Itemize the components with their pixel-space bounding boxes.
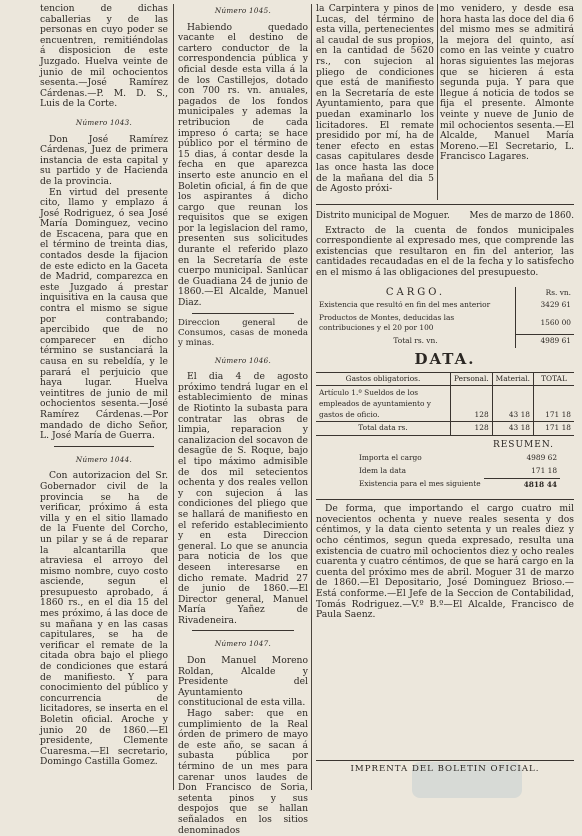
data-total-material: 43 18: [492, 422, 533, 436]
data-total-label: Total data rs.: [358, 423, 408, 433]
data-col-personal: Personal.: [450, 372, 492, 386]
accounts-section: [316, 204, 574, 621]
column-rule-2: [311, 4, 312, 790]
notice-number: Número 1047.: [214, 639, 272, 649]
resumen-title: RESUMEN.: [492, 439, 554, 450]
cargo-title: CARGO.: [385, 286, 446, 298]
data-col-label: Gastos obligatorios.: [345, 373, 421, 383]
cargo-table: [316, 287, 574, 348]
divider: [316, 204, 574, 205]
cargo-row-label: Productos de Montes, deducidas las contribuciones y el 20 por 100: [319, 312, 455, 333]
data-title-wrap: [316, 350, 574, 369]
district-name: Distrito municipal de Moguer.: [316, 211, 450, 221]
data-row-personal: 128: [450, 386, 492, 422]
paragraph: Habiendo quedado vacante el destino de cartero conductor de la correspondencia pública y oficial desde esta villa á la de los Castillejos, dotado con 700 rs. vn. anuales, pagados de los fondos municipales y ademas la retribucion de cada impreso ó carta; se hace público por el término de 15 dias, á contar desde la fecha en que aparezca inserto este anuncio en el Boletin oficial, á fin de que los aspirantes á dicho cargo que reunan los requisitos que se exigen por la legislacion del ramo, presenten sus solicitudes durante el referido plazo en la Secretaría de este cuerpo municipal. Sanlúcar de Guadiana 24 de junio de 1860.—El Alcalde, Manuel Diaz.: [178, 21, 308, 309]
paragraph: Don José Ramírez Cárdenas, Juez de primera instancia de esta capital y su partido y de Hacienda de la provincia.: [40, 133, 168, 187]
notice-number: Número 1045.: [214, 6, 272, 15]
paragraph: El dia 4 de agosto próximo tendrá lugar en el establecimiento de minas de Riotinto la subasta para contratar las obras de limpia, reparacion y canalizacion del socavon de desagüe de S. Roque, bajo el tipo máximo admisible de dos mil setecientos ochenta y dos reales vellon y con sujecion á las condiciones del pliego que se hallará de manifiesto en el referido establecimiento y en esta Direccion general. Lo que se anuncia para noticia de los que deseen interesarse en dicho remate. Madrid 27 de junio de 1860.—El Director general, Manuel María Yañez de Rivadeneira.: [178, 371, 308, 626]
resumen-data-label: Idem la data: [359, 466, 407, 476]
cargo-row-value: 1560 00: [516, 312, 575, 335]
data-col-material: Material.: [492, 372, 533, 386]
column-2: [178, 4, 308, 836]
divider: [192, 630, 294, 631]
cargo-row-value: 3429 61: [516, 299, 575, 312]
paragraph: tencion de dichas caballerias y de las personas en cuyo poder se encuentren, remitiéndolas á disposicion de este Juzgado. Huelva veinte de junio de mil ochocientos sesenta.—José Ramírez Cárdenas.—P. M. D. S., Luis de la Corte.: [40, 3, 168, 110]
data-table: [316, 372, 574, 436]
resumen-cargo-label: Importa el cargo: [359, 453, 422, 463]
notice-number: Número 1044.: [75, 454, 133, 464]
data-row-material: 43 18: [492, 386, 533, 422]
printer-footer: IMPRENTA DEL BOLETIN OFICIAL.: [316, 760, 574, 774]
column-1: [40, 4, 168, 768]
resumen-data-value: 171 18: [484, 465, 560, 478]
direction-heading-text: Direccion general de Consumos, casas de moneda y minas.: [178, 317, 308, 348]
notice-number: Número 1046.: [214, 355, 272, 365]
paragraph: Con autorizacion del Sr. Gobernador civil de la provincia se ha de verificar, próximo á esta villa y en el sitio llamado de la Fuente del Corcho, un pilar y se á de reparar la alcantarilla que atraviesa el arroyo del mismo nombre, cuyo costo asciende, segun el presupuesto aprobado, á 1860 rs., en el dia 15 del mes próximo, á las doce de su mañana y en las casas capitulares, se ha de verificar el remate de la citada obra bajo el pliego de condiciones que estará de manifiesto. Y para conocimiento del público y concurrencia de licitadores, se inserta en el Boletin oficial. Aroche y junio 20 de 1860.—El presidente, Clemente Cuaresma.—El secretario, Domingo Castilla Gomez.: [40, 470, 168, 768]
cargo-total-label: Total rs. vn.: [393, 336, 438, 346]
data-row-label: Artículo 1.º Sueldos de los empleados de ayuntamiento y gastos de oficio.: [319, 388, 431, 420]
column-4: [440, 4, 574, 163]
resumen-existencia-label: Existencia para el mes siguiente: [359, 479, 481, 489]
cargo-total-value: 4989 61: [516, 335, 575, 348]
data-total-personal: 128: [450, 422, 492, 436]
direction-heading: [178, 318, 308, 348]
column-3: [316, 4, 434, 195]
paragraph: Don Manuel Moreno Roldan, Alcalde y Presidente del Ayuntamiento constitucional de esta villa.: [178, 655, 308, 709]
paragraph: la Carpintera y pinos de Lucas, del término de esta villa, pertenecientes al caudal de sus propios, en la cantidad de 5620 rs., con sujecion al pliego de condiciones que está de manifiesto en la Secretaría de este Ayuntamiento, para que puedan examinarlo los licitadores. El remate presidido por mí, ha de tener efecto en estas casas capitulares desde las once hasta las doce de la mañana del dia 5 de Agosto próxi-: [316, 3, 434, 195]
paragraph: Hago saber: que en cumplimiento de la Real órden de primero de mayo de este año, se sacan á subasta pública por término de un mes para carenar unos laudes de Don Francisco de Soria, setenta pinos y sus despojos que se hallan señalados en los sitios denominados: [178, 708, 308, 836]
closing-paragraph: De forma, que importando el cargo cuatro mil novecientos ochenta y nueve reales sesenta y dos céntimos, y la data ciento setenta y un reales diez y ocho céntimos, segun queda expresado, resulta una existencia de cuatro mil ochocientos diez y ocho reales cuarenta y cuatro céntimos, de que se hará cargo en la cuenta del próximo mes de abril. Moguer 31 de marzo de 1860.—El Depositario, José Dominguez Brioso.—Está conforme.—El Jefe de la Seccion de Contabilidad, Tomás Rodriguez.—V.º B.º—El Alcalde, Francisco de Paula Saenz.: [316, 499, 574, 621]
paragraph: mo venidero, y desde esa hora hasta las doce del dia 6 del mismo mes se admitirá la mejora del quinto, así como en las veinte y cuatro horas siguientes las mejoras que se hicieren á esta segunda puja. Y para que llegue á noticia de todos se fija el presente. Almonte veinte y nueve de Junio de mil ochocientos sesenta.—El Alcalde, Manuel María Moreno.—El Secretario, L. Francisco Lagares.: [440, 3, 574, 163]
cargo-row-label: Existencia que resultó en fin del mes anterior: [319, 300, 491, 310]
data-row-total: 171 18: [534, 386, 575, 422]
notice-number: Número 1043.: [75, 117, 133, 127]
cargo-unit: Rs. vn.: [516, 287, 575, 300]
resumen-table: [356, 452, 560, 491]
data-total-total: 171 18: [534, 422, 575, 436]
divider: [54, 446, 154, 447]
paragraph: En virtud del presente cito, llamo y emplazo á José Rodriguez, ó sea José María Dominguez, vecino de Escacena, para que en el término de treinta dias, contados desde la fijacion de este edicto en la Gaceta de Madrid, comparezca en este Juzgado á prestar inquisitiva en la causa que contra el mismo se sigue por contrabando; apercibido que de no comparecer en dicho término se sustanciará la causa en su rebeldía, y le parará el perjuicio que haya lugar. Huelva veintitres de junio de mil ochocientos sesenta.—José Ramírez Cárdenas.—Por mandado de dicho Señor, L. José María de Guerra.: [40, 186, 168, 442]
district-intro: Extracto de la cuenta de fondos municipales correspondiente al expresado mes, que comprende las existencias que resultaron en fin del anterior, las cantidades recaudadas en el de la fecha y lo satisfecho en el mismo á las obligaciones del presupuesto.: [316, 224, 574, 278]
column-rule-3: [437, 4, 438, 200]
divider: [192, 313, 294, 314]
resumen-cargo-value: 4989 62: [526, 453, 558, 463]
data-title: DATA.: [414, 350, 476, 369]
district-header: [316, 211, 574, 222]
column-rule-1: [173, 4, 174, 790]
district-date: Mes de marzo de 1860.: [469, 211, 574, 221]
data-col-total: TOTAL: [534, 372, 575, 386]
resumen-existencia-value: 4818 44: [523, 479, 558, 489]
